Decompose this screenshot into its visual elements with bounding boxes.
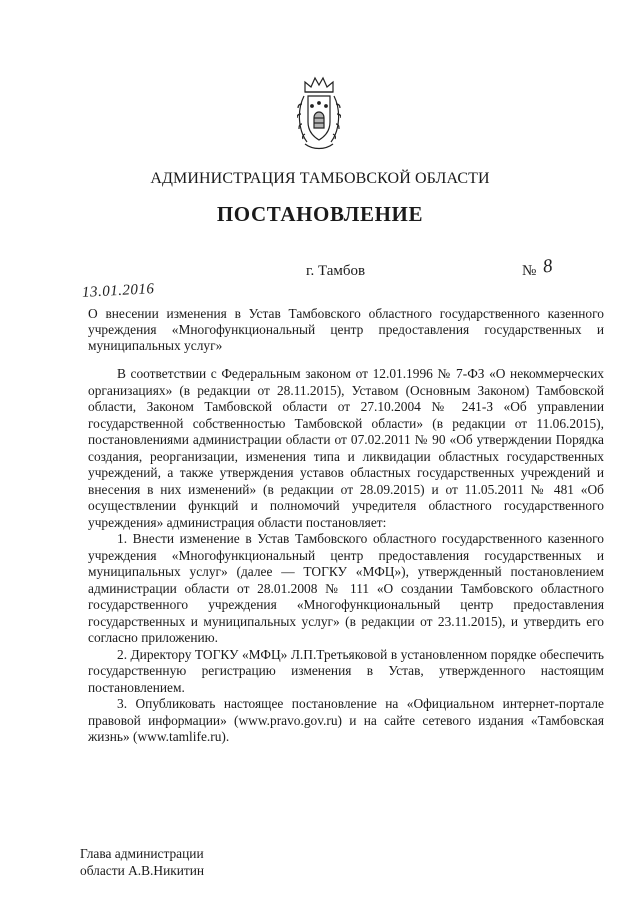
document-number-label: №: [522, 263, 537, 279]
document-type: ПОСТАНОВЛЕНИЕ: [216, 202, 424, 226]
signature-name: области А.В.Никитин: [80, 863, 205, 878]
item-1-paragraph: 1. Внести изменение в Устав Тамбовского областного государственного казенного учреждения «Многофункциональный центр предоставления государственных и муниципальных услуг» (далее — ТОГКУ «МФЦ»), утвержденный постановлением администрации области от 28.01.2008 № 111 «О создании Тамбовского областного государственного учреждения «Многофункциональный центр предоставления государственных и муниципальных услуг» (в редакции от 23.11.2015), и утвердить его согласно приложению.: [88, 531, 604, 645]
document-number: 8: [541, 255, 554, 278]
document-city: г. Тамбов: [306, 263, 366, 279]
document-body: [88, 366, 604, 746]
item-3-paragraph: 3. Опубликовать настоящее постановление на «Официальном интернет-портале правовой информации» (www.pravo.gov.ru) и на сайте сетевого издания «Тамбовская жизнь» (www.tamlife.ru).: [88, 696, 604, 744]
coat-of-arms-icon: [297, 74, 341, 154]
organization-name: АДМИНИСТРАЦИЯ ТАМБОВСКОЙ ОБЛАСТИ: [150, 170, 490, 187]
preamble-paragraph: В соответствии с Федеральным законом от 12.01.1996 № 7-ФЗ «О некоммерческих организациях» (в редакции от 28.11.2015), Уставом (Основным Законом) Тамбовской области, Законом Тамбовской области от 27.10.2004 № 241-З «Об управлении государственной собственностью Тамбовской области» (в редакции от 11.06.2015), постановлениями администрации области от 07.02.2011 № 90 «Об утверждении Порядка создания, реорганизации, изменения типа и ликвидации областных государственных учреждений, а также утверждения уставов областных государственных учреждений и внесения в них изменений» (в редакции от 28.09.2015) и от 11.05.2011 № 481 «Об осуществлении функций и полномочий учредителя областного государственного учреждения» администрация области постановляет:: [88, 366, 604, 530]
document-subject: О внесении изменения в Устав Тамбовского областного государственного казенного учреждения «Многофункциональный центр предоставления государственных и муниципальных услуг»: [88, 306, 604, 353]
document-date: 13.01.2016: [81, 281, 155, 301]
signature-block: [80, 845, 204, 879]
signature-title: Глава администрации: [80, 846, 204, 861]
item-2-paragraph: 2. Директору ТОГКУ «МФЦ» Л.П.Третьяковой в установленном порядке обеспечить государственную регистрацию изменения в Устав, утвержденного настоящим постановлением.: [88, 646, 604, 695]
